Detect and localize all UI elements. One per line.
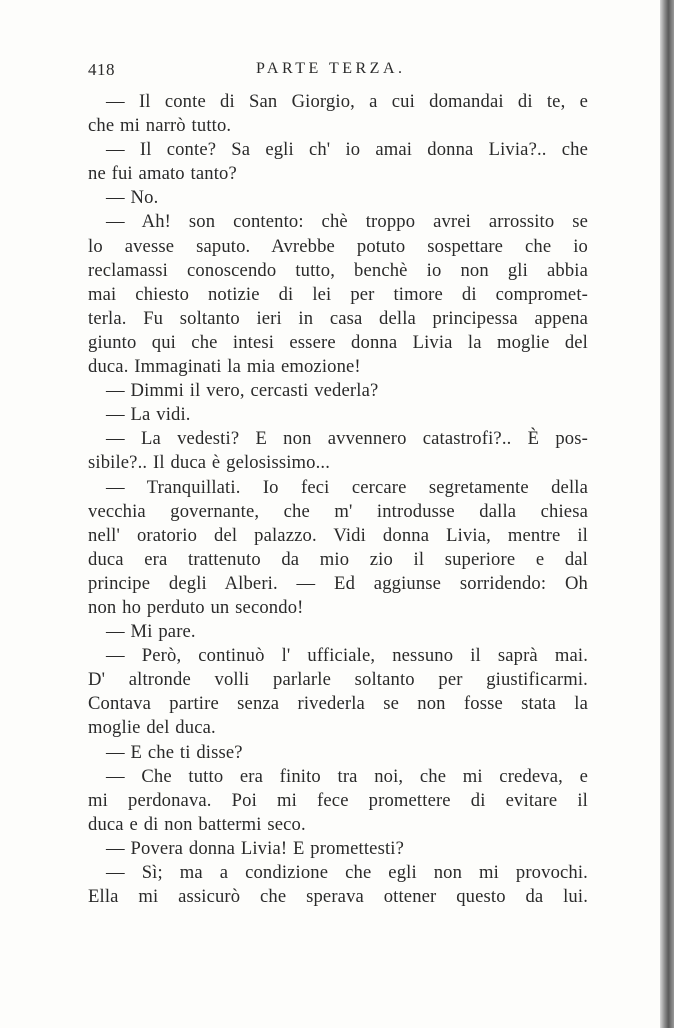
- text-line: — La vidi.: [106, 404, 191, 426]
- text-line: principe degli Alberi. — Ed aggiunse sorridendo: Oh: [88, 572, 588, 594]
- text-line: che mi narrò tutto.: [88, 115, 232, 137]
- text-line: moglie del duca.: [88, 717, 216, 739]
- text-line: Contava partire senza rivederla se non fosse stata la: [88, 693, 588, 715]
- text-line: mi perdonava. Poi mi fece promettere di evitare il: [88, 789, 588, 811]
- page-header: [88, 60, 588, 90]
- text-line: giunto qui che intesi essere donna Livia la moglie del: [88, 331, 588, 353]
- text-line: — Tranquillati. Io feci cercare segretamente della: [106, 476, 588, 498]
- text-line: — Sì; ma a condizione che egli non mi provochi.: [106, 862, 588, 883]
- running-head: PARTE TERZA.: [256, 60, 406, 77]
- text-line: vecchia governante, che m' introdusse dalla chiesa: [88, 500, 588, 522]
- page-number: 418: [88, 60, 115, 79]
- text-line: mai chiesto notizie di lei per timore di compromet-: [88, 283, 588, 305]
- text-line: sibile?.. Il duca è gelosissimo...: [88, 452, 330, 474]
- text-line: duca e di non battermi seco.: [88, 813, 306, 835]
- body-text: [88, 90, 588, 909]
- text-line: — Dimmi il vero, cercasti vederla?: [106, 380, 379, 402]
- text-line: — La vedesti? E non avvennero catastrofi?.. È pos-: [106, 428, 588, 450]
- text-line: — Mi pare.: [106, 621, 196, 643]
- text-line: — Però, continuò l' ufficiale, nessuno il saprà mai.: [106, 645, 588, 667]
- text-line: ne fui amato tanto?: [88, 163, 237, 185]
- page-edge-shadow: [660, 0, 674, 1028]
- text-line: duca. Immaginati la mia emozione!: [88, 356, 361, 378]
- text-line: — No.: [106, 187, 159, 209]
- text-line: reclamassi conoscendo tutto, benchè io non gli abbia: [88, 259, 588, 281]
- text-line: Ella mi assicurò che sperava ottener questo da lui.: [88, 886, 588, 908]
- text-line: non ho perduto un secondo!: [88, 596, 304, 618]
- text-line: duca era trattenuto da mio zio il superiore e dal: [88, 548, 588, 570]
- text-line: lo avesse saputo. Avrebbe potuto sospettare che io: [88, 235, 588, 257]
- text-line: — Povera donna Livia! E promettesti?: [106, 837, 405, 859]
- text-line: — Che tutto era finito tra noi, che mi credeva, e: [106, 765, 588, 787]
- text-line: D' altronde volli parlarle soltanto per giustificarmi.: [88, 669, 588, 691]
- text-line: — Ah! son contento: chè troppo avrei arrossito se: [106, 211, 588, 233]
- text-line: terla. Fu soltanto ieri in casa della principessa appena: [88, 307, 588, 329]
- text-line: nell' oratorio del palazzo. Vidi donna Livia, mentre il: [88, 524, 588, 546]
- text-line: — Il conte di San Giorgio, a cui domandai di te, e: [106, 91, 588, 112]
- text-line: — E che ti disse?: [106, 741, 243, 763]
- text-line: — Il conte? Sa egli ch' io amai donna Livia?.. che: [106, 139, 588, 161]
